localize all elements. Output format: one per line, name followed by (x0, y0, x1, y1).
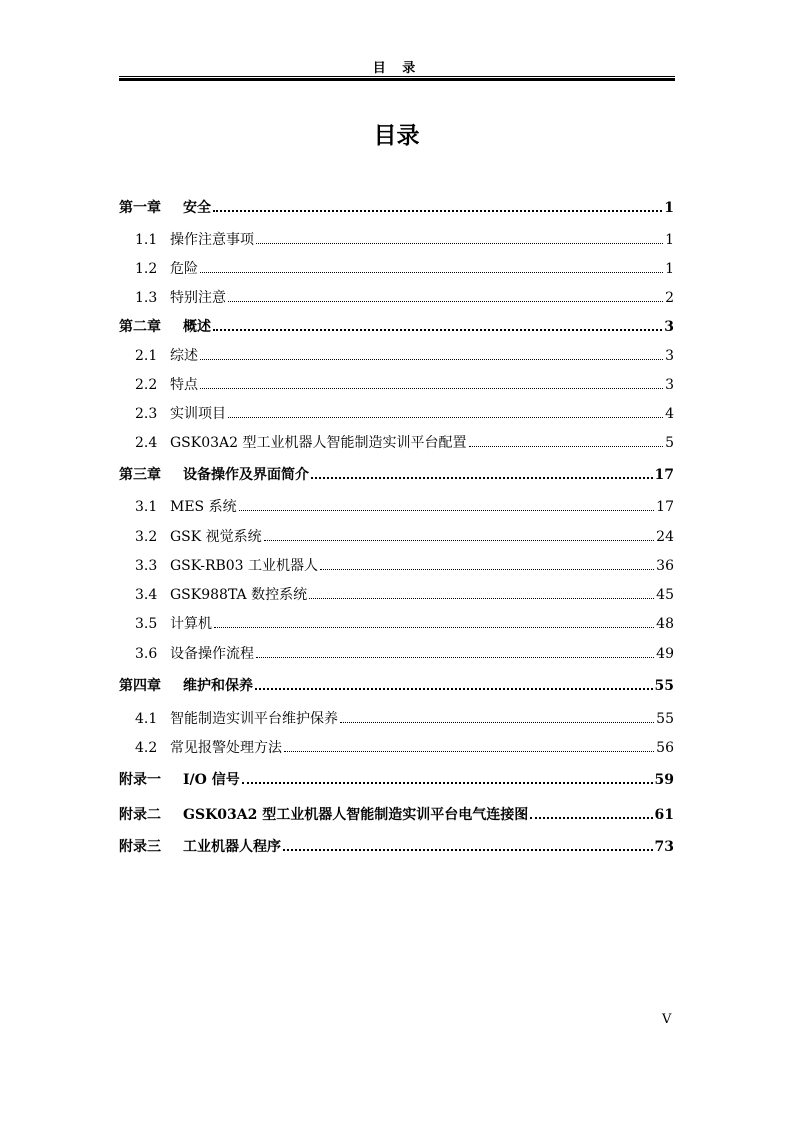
toc-entry-page: 55 (656, 711, 674, 727)
toc-section-entry (135, 289, 674, 307)
toc-entry-number: 第二章 (119, 319, 161, 335)
toc-entry-title: GSK03A2 型工业机器人智能制造实训平台配置 (170, 435, 467, 451)
toc-entry-title: 概述 (183, 319, 211, 335)
header-rule-thin (119, 76, 675, 77)
toc-dot-leader (228, 301, 663, 302)
toc-entry-number: 3.3 (135, 558, 158, 574)
toc-entry-page: 36 (656, 558, 674, 574)
toc-entry-title: 设备操作流程 (170, 646, 254, 662)
toc-entry-number: 3.2 (135, 529, 158, 545)
toc-entry-page: 24 (656, 529, 674, 545)
toc-entry-page: 17 (654, 467, 674, 483)
toc-entry-title: 特点 (170, 377, 198, 393)
toc-entry-title: 常见报警处理方法 (170, 740, 282, 756)
toc-entry-page: 45 (656, 587, 674, 603)
toc-entry-page: 73 (654, 839, 674, 855)
toc-entry-title: 设备操作及界面简介 (183, 467, 309, 483)
toc-entry-page: 17 (656, 499, 674, 515)
toc-entry-number: 附录一 (119, 772, 161, 788)
toc-entry-title: 智能制造实训平台维护保养 (170, 711, 338, 727)
toc-section-entry (135, 528, 674, 546)
toc-entry-number: 第一章 (119, 200, 161, 216)
toc-entry-number: 2.1 (135, 348, 158, 364)
toc-dot-leader (213, 210, 662, 212)
toc-entry-page: 59 (654, 772, 674, 788)
page-number: V (662, 1012, 672, 1027)
toc-section-entry (135, 347, 674, 365)
toc-dot-leader (239, 510, 655, 511)
toc-chapter-entry (119, 838, 674, 856)
toc-dot-leader (340, 722, 654, 723)
toc-entry-title: 特别注意 (170, 290, 226, 306)
toc-entry-title: GSK 视觉系统 (170, 529, 262, 545)
toc-entry-number: 2.4 (135, 435, 158, 451)
toc-dot-leader (530, 817, 652, 819)
toc-dot-leader (469, 446, 664, 447)
toc-entry-title: 工业机器人程序 (183, 839, 281, 855)
toc-entry-title: 实训项目 (170, 406, 226, 422)
toc-dot-leader (320, 569, 654, 570)
toc-section-entry (135, 405, 674, 423)
toc-entry-page: 1 (665, 261, 674, 277)
toc-section-entry (135, 260, 674, 278)
toc-entry-number: 2.2 (135, 377, 158, 393)
toc-entry-page: 3 (664, 319, 674, 335)
toc-section-entry (135, 231, 674, 249)
toc-dot-leader (284, 751, 654, 752)
toc-entry-number: 1.3 (135, 290, 158, 306)
toc-entry-number: 附录二 (119, 807, 161, 823)
running-header: 目 录 (372, 61, 422, 76)
toc-entry-number: 4.1 (135, 711, 158, 727)
toc-entry-title: 操作注意事项 (170, 232, 254, 248)
toc-entry-page: 56 (656, 740, 674, 756)
toc-entry-title: GSK-RB03 工业机器人 (170, 558, 319, 574)
page-title: 目录 (373, 122, 420, 149)
toc-section-entry (135, 645, 674, 663)
toc-chapter-entry (119, 199, 674, 217)
toc-entry-title: 维护和保养 (183, 678, 253, 694)
toc-entry-page: 3 (665, 377, 674, 393)
toc-entry-number: 4.2 (135, 740, 158, 756)
toc-dot-leader (228, 417, 663, 418)
toc-dot-leader (309, 598, 654, 599)
toc-chapter-entry (119, 806, 674, 824)
toc-entry-title: 危险 (170, 261, 198, 277)
toc-dot-leader (311, 477, 653, 479)
toc-entry-title: GSK03A2 型工业机器人智能制造实训平台电气连接图 (183, 807, 529, 823)
toc-chapter-entry (119, 677, 674, 695)
toc-section-entry (135, 376, 674, 394)
toc-dot-leader (255, 688, 653, 690)
toc-section-entry (135, 710, 674, 728)
toc-entry-page: 1 (664, 200, 674, 216)
toc-entry-number: 3.4 (135, 587, 158, 603)
header-rule-thick (119, 78, 675, 81)
toc-section-entry (135, 615, 674, 633)
toc-chapter-entry (119, 466, 674, 484)
toc-entry-page: 48 (656, 616, 674, 632)
toc-entry-number: 附录三 (119, 839, 161, 855)
toc-dot-leader (200, 359, 663, 360)
toc-section-entry (135, 498, 674, 516)
toc-entry-title: 安全 (183, 200, 211, 216)
toc-entry-number: 3.5 (135, 616, 158, 632)
toc-entry-page: 2 (665, 290, 674, 306)
toc-entry-page: 49 (656, 646, 674, 662)
toc-entry-title: GSK988TA 数控系统 (170, 587, 308, 603)
toc-chapter-entry (119, 771, 674, 789)
toc-dot-leader (256, 657, 654, 658)
toc-dot-leader (200, 388, 663, 389)
toc-entry-number: 1.2 (135, 261, 158, 277)
toc-dot-leader (200, 272, 663, 273)
toc-entry-number: 第三章 (119, 467, 161, 483)
toc-dot-leader (213, 329, 662, 331)
toc-entry-number: 2.3 (135, 406, 158, 422)
toc-entry-page: 3 (665, 348, 674, 364)
toc-dot-leader (256, 243, 663, 244)
toc-entry-page: 5 (665, 435, 674, 451)
toc-dot-leader (242, 782, 653, 784)
toc-entry-title: MES 系统 (170, 499, 237, 515)
toc-entry-number: 1.1 (135, 232, 158, 248)
toc-section-entry (135, 739, 674, 757)
toc-dot-leader (214, 627, 654, 628)
toc-entry-number: 3.6 (135, 646, 158, 662)
toc-entry-page: 61 (654, 807, 674, 823)
toc-section-entry (135, 557, 674, 575)
toc-entry-title: 综述 (170, 348, 198, 364)
toc-dot-leader (283, 849, 653, 851)
toc-entry-page: 1 (665, 232, 674, 248)
toc-entry-title: 计算机 (170, 616, 212, 632)
toc-entry-number: 第四章 (119, 678, 161, 694)
toc-entry-number: 3.1 (135, 499, 158, 515)
toc-entry-title: I/O 信号 (183, 772, 240, 788)
toc-chapter-entry (119, 318, 674, 336)
toc-entry-page: 55 (654, 678, 674, 694)
toc-entry-page: 4 (665, 406, 674, 422)
toc-section-entry (135, 434, 674, 452)
toc-dot-leader (264, 540, 654, 541)
toc-section-entry (135, 586, 674, 604)
